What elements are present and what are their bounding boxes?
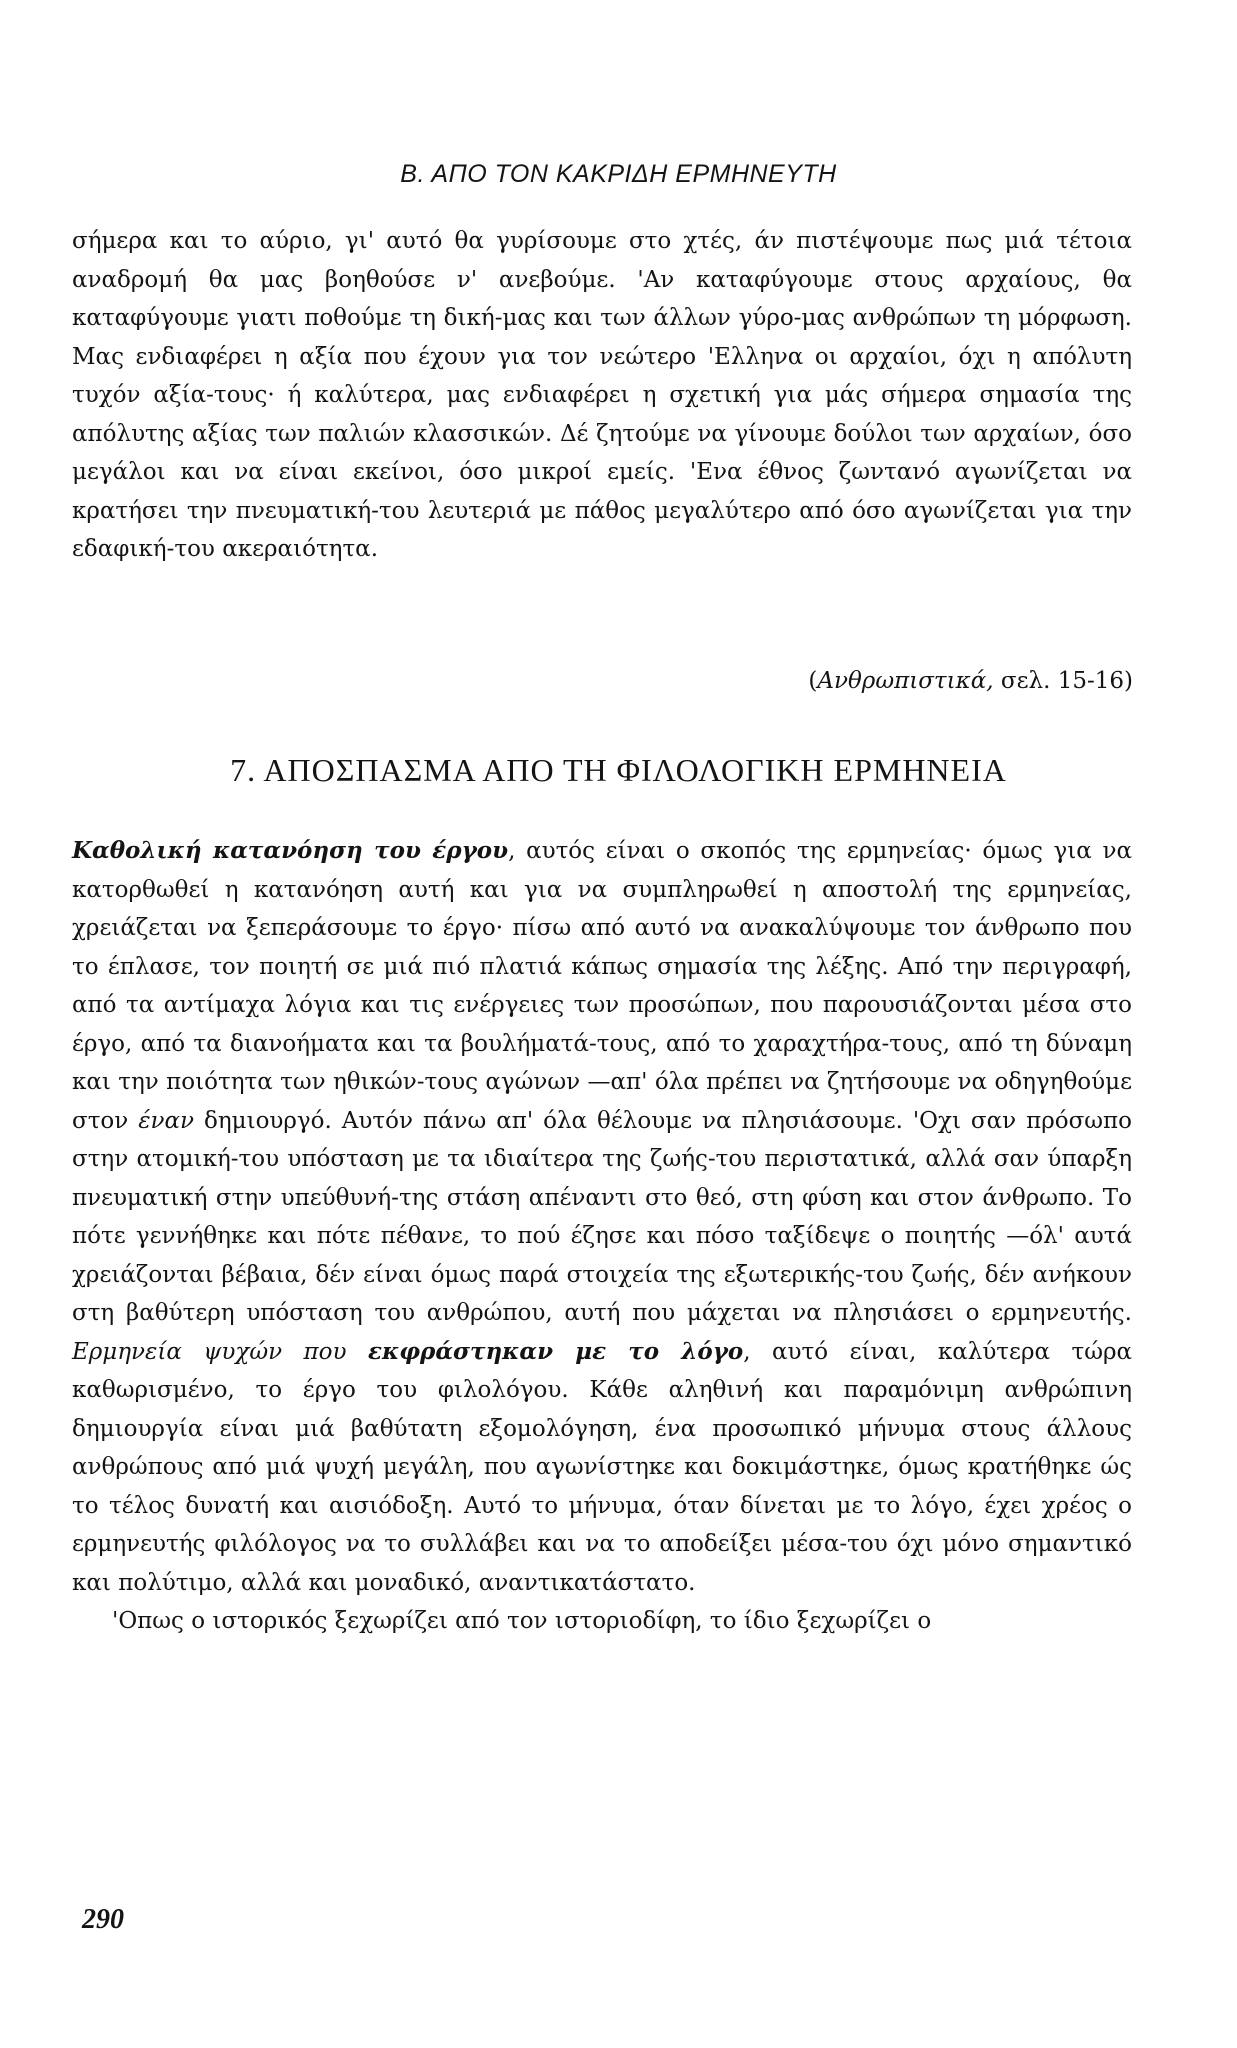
source-citation: [808, 668, 1133, 694]
lead-emphasis: Καθολική κατανόηση του έργου: [72, 837, 509, 864]
section-text-2: δημιουργό. Αυτόν πάνω απ' όλα θέλουμε να πλησιάσουμε. 'Οχι σαν πρόσωπο στην ατομική-του υπόσταση με τα ιδιαίτερα της ζωής-του περιστατικά, αλλά σαν ύπαρξη πνευματική στην υπεύθυνή-της στάση απέναντι στο θεό, στη φύση και στον άνθρωπο. Το πότε γεννήθηκε και πότε πέθανε, το πού έζησε και πόσο ταξίδεψε ο ποιητής —όλ' αυτά χρειάζονται βέβαια, δέν είναι όμως παρά στοιχεία της εξωτερικής-του ζωής, δέν ανήκουν στη βαθύτερη υπόσταση του ανθρώπου, αυτή που μάχεται να πλησιάσει ο ερμηνευτής.: [72, 1107, 1132, 1326]
citation-title: Ανθρωπιστικά,: [817, 668, 994, 694]
citation-pages: 15-16): [1050, 668, 1133, 694]
section-paragraph: [72, 832, 1132, 1602]
citation-abbrev: σελ.: [993, 668, 1051, 694]
bold-italic-phrase: εκφράστηκαν με το λόγο: [368, 1337, 744, 1365]
section-title: 7. ΑΠΟΣΠΑΣΜΑ ΑΠΟ ΤΗ ΦΙΛΟΛΟΓΙΚΗ ΕΡΜΗΝΕΙΑ: [230, 752, 1007, 788]
running-head: Β. ΑΠΟ ΤΟΝ ΚΑΚΡΙΔΗ ΕΡΜΗΝΕΥΤΗ: [400, 160, 837, 188]
final-paragraph: 'Οπως ο ιστορικός ξεχωρίζει από τον ιστοριοδίφη, το ίδιο ξεχωρίζει ο: [112, 1608, 932, 1634]
italic-word: έναν: [138, 1107, 195, 1134]
page-number: 290: [82, 1904, 124, 1935]
italic-phrase: Ερμηνεία ψυχών που: [72, 1338, 347, 1365]
quote-paragraph: σήμερα και το αύριο, γι' αυτό θα γυρίσουμε στο χτές, άν πιστέψουμε πως μιά τέτοια αναδρομή θα μας βοηθούσε ν' ανεβούμε. 'Αν καταφύγουμε στους αρχαίους, θα καταφύγουμε γιατι ποθούμε τη δική-μας και των άλλων γύρο-μας ανθρώπων τη μόρφωση. Μας ενδιαφέρει η αξία που έχουν για τον νεώτερο 'Ελληνα οι αρχαίοι, όχι η απόλυτη τυχόν αξία-τους· ή καλύτερα, μας ενδιαφέρει η σχετική για μάς σήμερα σημασία της απόλυτης αξίας των παλιών κλασσικών. Δέ ζητούμε να γίνουμε δούλοι των αρχαίων, όσο μεγάλοι και να είναι εκείνοι, όσο μικροί εμείς. 'Ενα έθνος ζωντανό αγωνίζεται να κρατήσει την πνευματική-του λευτεριά με πάθος μεγαλύτερο από όσο αγωνίζεται για την εδαφική-του ακεραιότητα.: [72, 228, 1132, 562]
section-text-1: , αυτός είναι ο σκοπός της ερμηνείας· όμως για να κατορθωθεί η κατανόηση αυτή και για να συμπληρωθεί η αποστολή της ερμηνείας, χρειάζεται να ξεπεράσουμε το έργο· πίσω από αυτό να ανακαλύψουμε τον άνθρωπο που το έπλασε, τον ποιητή σε μιά πιό πλατιά κάπως σημασία της λέξης. Από την περιγραφή, από τα αντίμαχα λόγια και τις ενέργειες των προσώπων, που παρουσιάζονται μέσα στο έργο, από τα διανοήματα και τα βουλήματά-τους, από το χαραχτήρα-τους, από τη δύναμη και την ποιότητα των ηθικών-τους αγώνων —απ' όλα πρέπει να ζητήσουμε να οδηγηθούμε στον: [72, 838, 1132, 1134]
quote-block: [72, 222, 1132, 569]
section-text-3: , αυτό είναι, καλύτερα τώρα καθωρισμένο, το έργο του φιλολόγου. Κάθε αληθινή και παραμόνιμη ανθρώπινη δημιουργία είναι μιά βαθύτατη εξομολόγηση, ένα προσωπικό μήνυμα στους άλλους ανθρώπους από μιά ψυχή μεγάλη, που αγωνίστηκε και δοκιμάστηκε, όμως κρατήθηκε ώς το τέλος δυνατή και αισιόδοξη. Αυτό το μήνυμα, όταν δίνεται με το λόγο, έχει χρέος ο ερμηνευτής φιλόλογος να το συλλάβει και να το αποδείξει μέσα-του όχι μόνο σημαντικό και πολύτιμο, αλλά και μοναδικό, αναντικατάστατο.: [72, 1338, 1133, 1596]
citation-open: (: [808, 668, 818, 694]
section-body: [72, 832, 1132, 1641]
